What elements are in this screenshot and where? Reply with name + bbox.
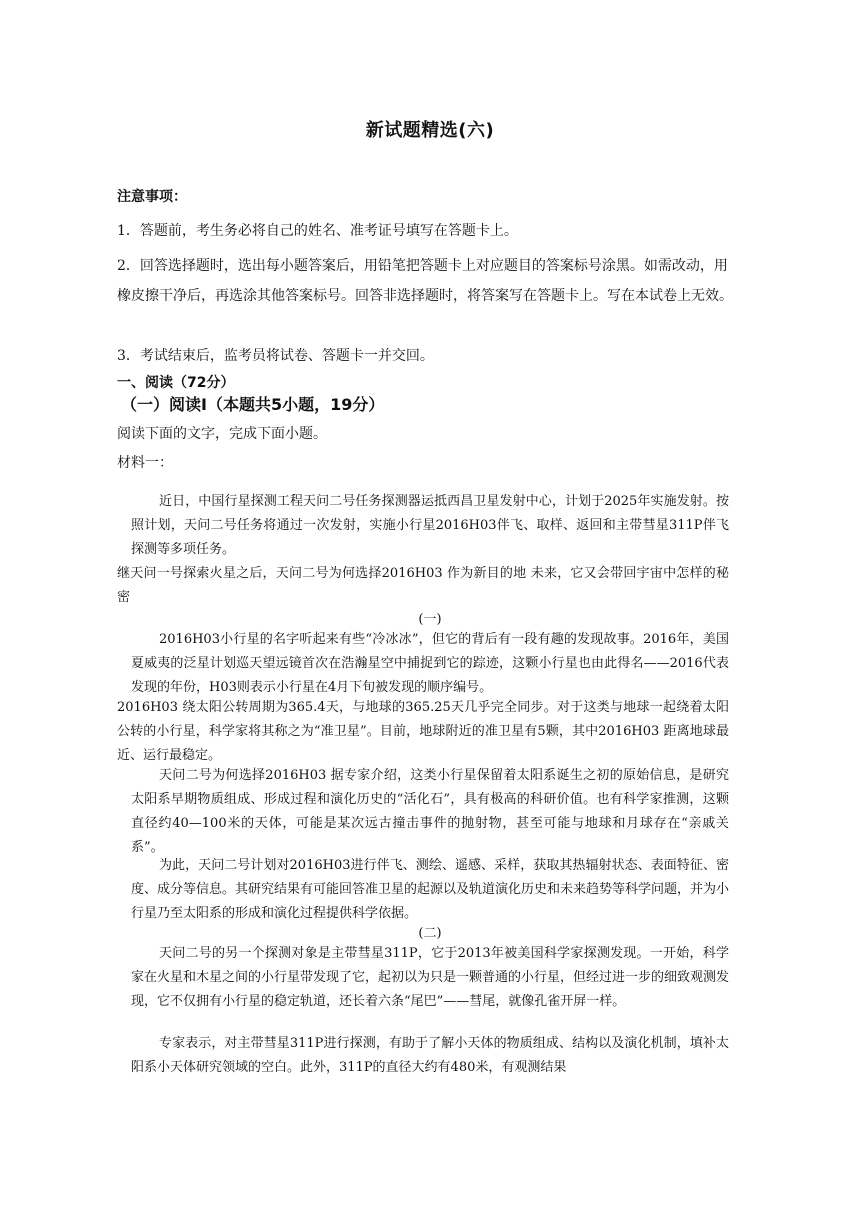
- page-title: 新试题精选(六): [365, 120, 495, 141]
- article-paragraph: 继天问一号探索火星之后，天问二号为何选择2016H03 作为新目的地 未来，它又会带回宇宙中怎样的秘密: [117, 566, 729, 605]
- section-marker: (一): [418, 612, 442, 627]
- article-paragraph: 为此，天问二号计划对2016H03进行伴飞、测绘、遥感、采样，获取其热辐射状态、表面特征、密度、成分等信息。其研究结果有可能回答准卫星的起源以及轨道演化历史和未来趋势等科学问题，并为小行星乃至太阳系的形成和演化过程提供科学依据。: [131, 858, 730, 921]
- notice-item-1: 1．答题前，考生务必将自己的姓名、准考证号填写在答题卡上。: [117, 223, 518, 239]
- notice-item-2: 2．回答选择题时，选出每小题答案后，用铅笔把答题卡上对应题目的答案标号涂黑。如需改动，用橡皮擦干净后，再选涂其他答案标号。回答非选择题时，将答案写在答题卡上。写在本试卷上无效。: [117, 258, 733, 304]
- notice-heading: 注意事项：: [117, 189, 187, 205]
- article-paragraph: 近日，中国行星探测工程天问二号任务探测器运抵西昌卫星发射中心，计划于2025年实施发射。按照计划，天问二号任务将通过一次发射，实施小行星2016H03伴飞、取样、返回和主带彗星311P伴飞探测等多项任务。: [131, 494, 729, 557]
- section-marker: (二): [418, 926, 442, 941]
- notice-item-3: 3．考试结束后，监考员将试卷、答题卡一并交回。: [117, 348, 434, 364]
- subsection-heading: （一）阅读Ⅰ（本题共5小题，19分）: [121, 395, 385, 414]
- article-paragraph: 专家表示，对主带彗星311P进行探测，有助于了解小天体的物质组成、结构以及演化机制，填补太阳系小天体研究领域的空白。此外，311P的直径大约有480米，有观测结果: [131, 1036, 729, 1075]
- reading-instruction: 阅读下面的文字，完成下面小题。: [117, 426, 327, 442]
- article-paragraph: 2016H03 绕太阳公转周期为365.4天，与地球的365.25天几乎完全同步。对于这类与地球一起绕着太阳公转的小行星，科学家将其称之为“准卫星”。目前，地球附近的准卫星有5颗，其中2016H03 距离地球最近、运行最稳定。: [117, 700, 729, 763]
- article-paragraph: 天问二号为何选择2016H03 据专家介绍，这类小行星保留着太阳系诞生之初的原始信息，是研究太阳系早期物质组成、形成过程和演化历史的“活化石”，具有极高的科研价值。也有科学家推测，这颗直径约40—100米的天体，可能是某次远古撞击事件的抛射物，甚至可能与地球和月球存在“亲戚关系”。: [131, 768, 729, 855]
- material-label: 材料一：: [117, 455, 173, 471]
- section-heading: 一、阅读（72分）: [117, 375, 235, 391]
- article-paragraph: 2016H03小行星的名字听起来有些“冷冰冰”，但它的背后有一段有趣的发现故事。2016年，美国夏威夷的泛星计划巡天望远镜首次在浩瀚星空中捕捉到它的踪迹，这颗小行星也由此得名——2016代表发现的年份，H03则表示小行星在4月下旬被发现的顺序编号。: [131, 632, 729, 695]
- article-paragraph: 天问二号的另一个探测对象是主带彗星311P，它于2013年被美国科学家探测发现。一开始，科学家在火星和木星之间的小行星带发现了它，起初以为只是一颗普通的小行星，但经过进一步的细致观测发现，它不仅拥有小行星的稳定轨道，还长着六条“尾巴”——彗尾，就像孔雀开屏一样。: [131, 946, 730, 1009]
